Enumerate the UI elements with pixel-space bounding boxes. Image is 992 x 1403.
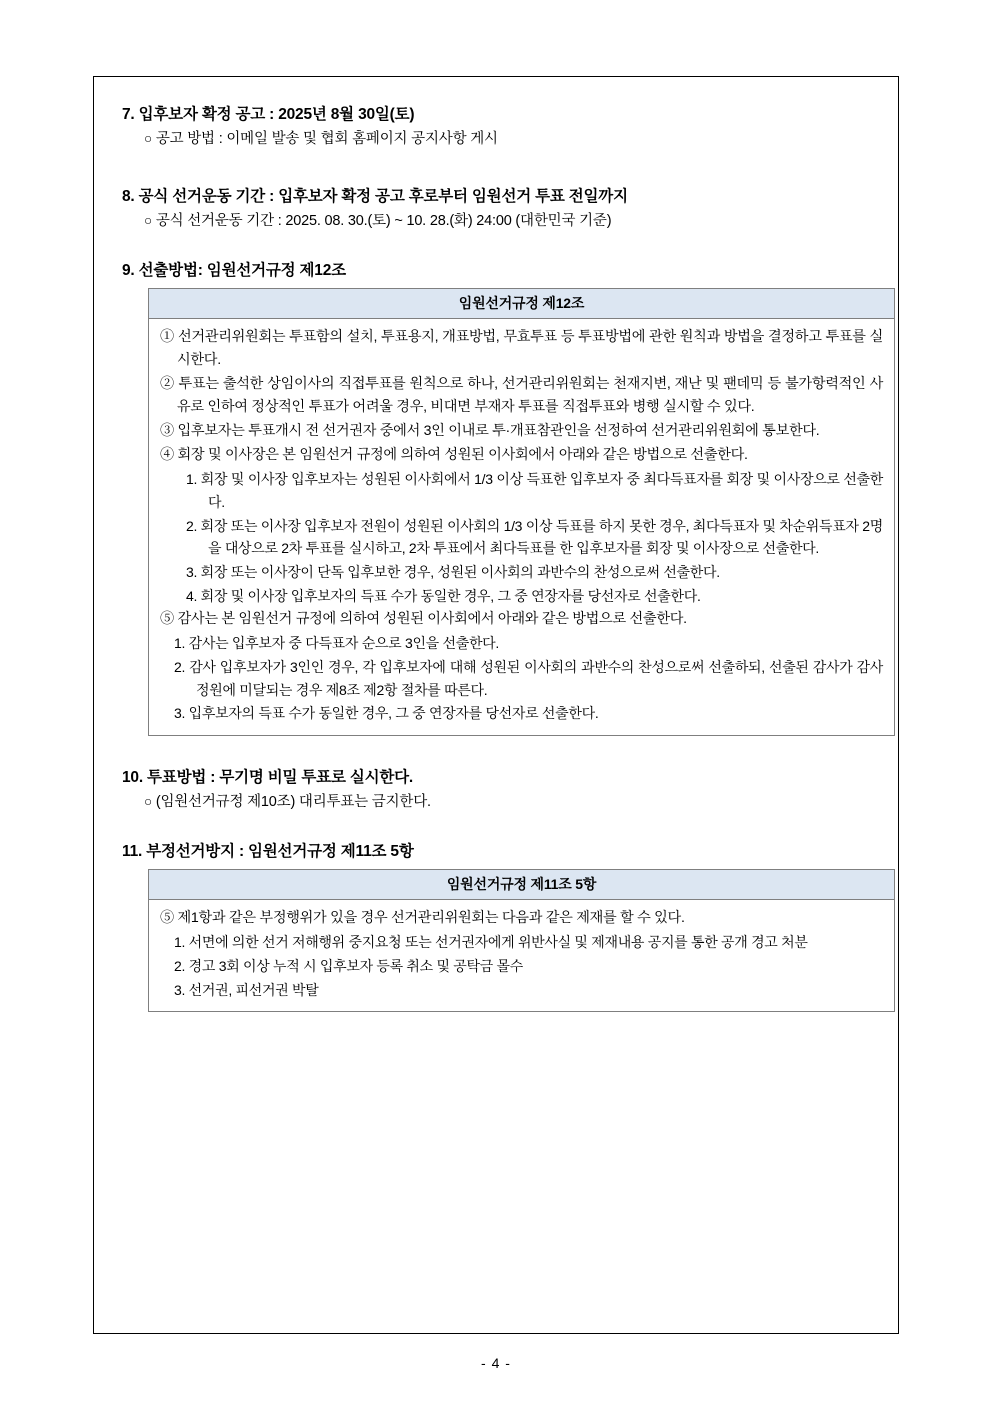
page-content (94, 77, 898, 1022)
list-item: 1. 감사는 입후보자 중 다득표자 순으로 3인을 선출한다. (174, 635, 499, 652)
bullet-circle-icon: ○ (144, 213, 152, 229)
paragraph: ⑤ 제1항과 같은 부정행위가 있을 경우 선거관리위원회는 다음과 같은 제재를 할 수 있다. (160, 910, 685, 927)
table-article-12-body (149, 319, 894, 735)
section-7-title: 7. 입후보자 확정 공고 : 2025년 8월 30일(토) (122, 106, 415, 123)
section-11-title: 11. 부정선거방지 : 임원선거규정 제11조 5항 (122, 842, 414, 860)
list-item: 3. 입후보자의 득표 수가 동일한 경우, 그 중 연장자를 당선자로 선출한다. (174, 705, 599, 722)
section-8-bullet-1-text: 공식 선거운동 기간 : 2025. 08. 30.(토) ~ 10. 28.(화) 24:00 (대한민국 기준) (155, 213, 612, 230)
paragraph: ⑤ 감사는 본 임원선거 규정에 의하여 성원된 이사회에서 아래와 같은 방법으로 선출한다. (160, 611, 687, 628)
list-item: 2. 경고 3회 이상 누적 시 입후보자 등록 취소 및 공탁금 몰수 (174, 957, 523, 974)
list-item: 4. 회장 및 이사장 입후보자의 득표 수가 동일한 경우, 그 중 연장자를 당선자로 선출한다. (186, 587, 701, 604)
list-item: 3. 선거권, 피선거권 박탈 (174, 981, 319, 998)
section-9-title: 9. 선출방법: 임원선거규정 제12조 (122, 262, 346, 279)
section-10-bullet-1-text: (임원선거규정 제10조) 대리투표는 금지한다. (155, 794, 431, 811)
section-10-title: 10. 투표방법 : 무기명 비밀 투표로 실시한다. (122, 768, 414, 786)
table-article-11 (148, 869, 895, 1012)
bullet-circle-icon: ○ (144, 131, 152, 147)
section-11 (122, 840, 870, 863)
page-footer: - 4 - (481, 1355, 511, 1371)
section-10 (122, 766, 870, 814)
section-10-bullet-1 (122, 792, 870, 814)
section-8 (122, 185, 870, 233)
section-8-bullet-1 (122, 211, 870, 233)
bullet-circle-icon: ○ (144, 794, 152, 810)
list-item: 1. 회장 및 이사장 입후보자는 성원된 이사회에서 1/3 이상 득표한 입후보자 중 최다득표자를 회장 및 이사장으로 선출한다. (186, 471, 883, 510)
section-8-title: 8. 공식 선거운동 기간 : 입후보자 확정 공고 후로부터 임원선거 투표 전일까지 (122, 188, 628, 205)
list-item: 3. 회장 또는 이사장이 단독 입후보한 경우, 성원된 이사회의 과반수의 찬성으로써 선출한다. (186, 563, 720, 580)
paragraph: ④ 회장 및 이사장은 본 임원선거 규정에 의하여 성원된 이사회에서 아래와 같은 방법으로 선출한다. (160, 447, 748, 464)
section-9 (122, 259, 870, 282)
table-article-11-body (149, 900, 894, 1011)
spacer (122, 736, 870, 766)
paragraph: ② 투표는 출석한 상임이사의 직접투표를 원칙으로 하나, 선거관리위원회는 천재지변, 재난 및 팬데믹 등 불가항력적인 사유로 인하여 정상적인 투표가 어려울 경우, 비대면 부재자 투표를 직접투표와 병행 실시할 수 있다. (160, 376, 883, 416)
paragraph: ③ 입후보자는 투표개시 전 선거권자 중에서 3인 이내로 투·개표참관인을 선정하여 선거관리위원회에 통보한다. (160, 423, 820, 440)
table-article-12 (148, 288, 895, 736)
spacer (122, 155, 870, 185)
list-item: 2. 감사 입후보자가 3인인 경우, 각 입후보자에 대해 성원된 이사회의 과반수의 찬성으로써 선출하되, 선출된 감사가 감사 정원에 미달되는 경우 제8조 제2항 절차를 따른다. (174, 658, 883, 698)
table-article-12-header: 임원선거규정 제12조 (149, 289, 894, 319)
table-article-11-header: 임원선거규정 제11조 5항 (149, 870, 894, 900)
section-7-bullet-1-text: 공고 방법 : 이메일 발송 및 협회 홈페이지 공지사항 게시 (155, 131, 498, 148)
section-7 (122, 103, 870, 151)
document-page (93, 76, 899, 1334)
spacer (122, 237, 870, 259)
list-item: 1. 서면에 의한 선거 저해행위 중지요청 또는 선거권자에게 위반사실 및 제재내용 공지를 통한 공개 경고 처분 (174, 934, 808, 951)
list-item: 2. 회장 또는 이사장 입후보자 전원이 성원된 이사회의 1/3 이상 득표를 하지 못한 경우, 최다득표자 및 차순위득표자 2명을 대상으로 2차 투표를 실시하고, 2차 투표에서 최다득표를 한 입후보자를 회장 및 이사장으로 선출한다. (186, 517, 883, 557)
section-7-bullet-1 (122, 129, 870, 151)
spacer (122, 818, 870, 840)
paragraph: ① 선거관리위원회는 투표함의 설치, 투표용지, 개표방법, 무효투표 등 투표방법에 관한 원칙과 방법을 결정하고 투표를 실시한다. (160, 329, 883, 369)
